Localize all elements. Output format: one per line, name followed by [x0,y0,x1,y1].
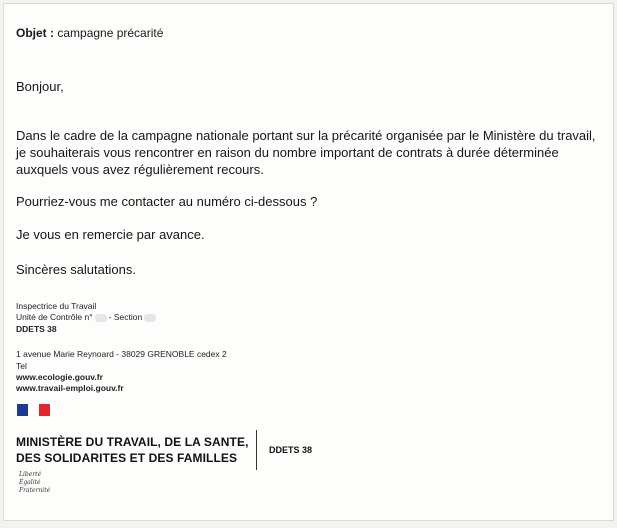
ministry-name [16,434,249,466]
signature-title: Inspectrice du Travail [16,301,97,311]
subject-value: campagne précarité [57,26,164,40]
body-paragraph [16,127,616,178]
unit-prefix: Unité de Contrôle n° [16,312,93,322]
motto-word: Égalité [19,479,41,486]
flag-blue-stripe [17,404,28,416]
flag-white-stripe [28,404,39,416]
subject-label: Objet : [16,26,54,40]
redacted-section [144,314,156,322]
motto-word: Liberté [19,471,42,478]
website-link-ecologie[interactable]: www.ecologie.gouv.fr [16,372,103,382]
question-text: Pourriez-vous me contacter au numéro ci-dessous ? [16,194,318,209]
tel-label: Tel [16,361,27,371]
ministry-line: MINISTÈRE DU TRAVAIL, DE LA SANTE, [16,435,249,449]
thanks-text: Je vous en remercie par avance. [16,227,205,242]
subject-line [16,26,163,40]
redacted-number [95,314,107,322]
ministry-line: DES SOLIDARITES ET DES FAMILLES [16,451,238,465]
signature-office: DDETS 38 [16,324,57,334]
republic-motto [19,471,50,495]
paragraph-line: je souhaiterais vous rencontrer en raison du nombre important de contrats à durée déterminée [16,145,559,160]
letter-page [3,3,614,521]
paragraph-line: Dans le cadre de la campagne nationale portant sur la précarité organisée par le Ministère du travail, [16,128,596,143]
address: 1 avenue Marie Reynoard - 38029 GRENOBLE cedex 2 [16,349,227,359]
website-link-travail[interactable]: www.travail-emploi.gouv.fr [16,383,124,393]
closing-text: Sincères salutations. [16,262,136,277]
unit-suffix: - Section [108,312,143,322]
motto-word: Fraternité [19,487,51,494]
signature-unit [16,312,158,323]
footer-office: DDETS 38 [269,445,313,455]
greeting: Bonjour, [16,79,64,94]
french-flag-icon [17,404,50,416]
flag-red-stripe [39,404,50,416]
footer-divider [256,430,257,470]
paragraph-line: auxquels vous avez régulièrement recours. [16,162,264,177]
